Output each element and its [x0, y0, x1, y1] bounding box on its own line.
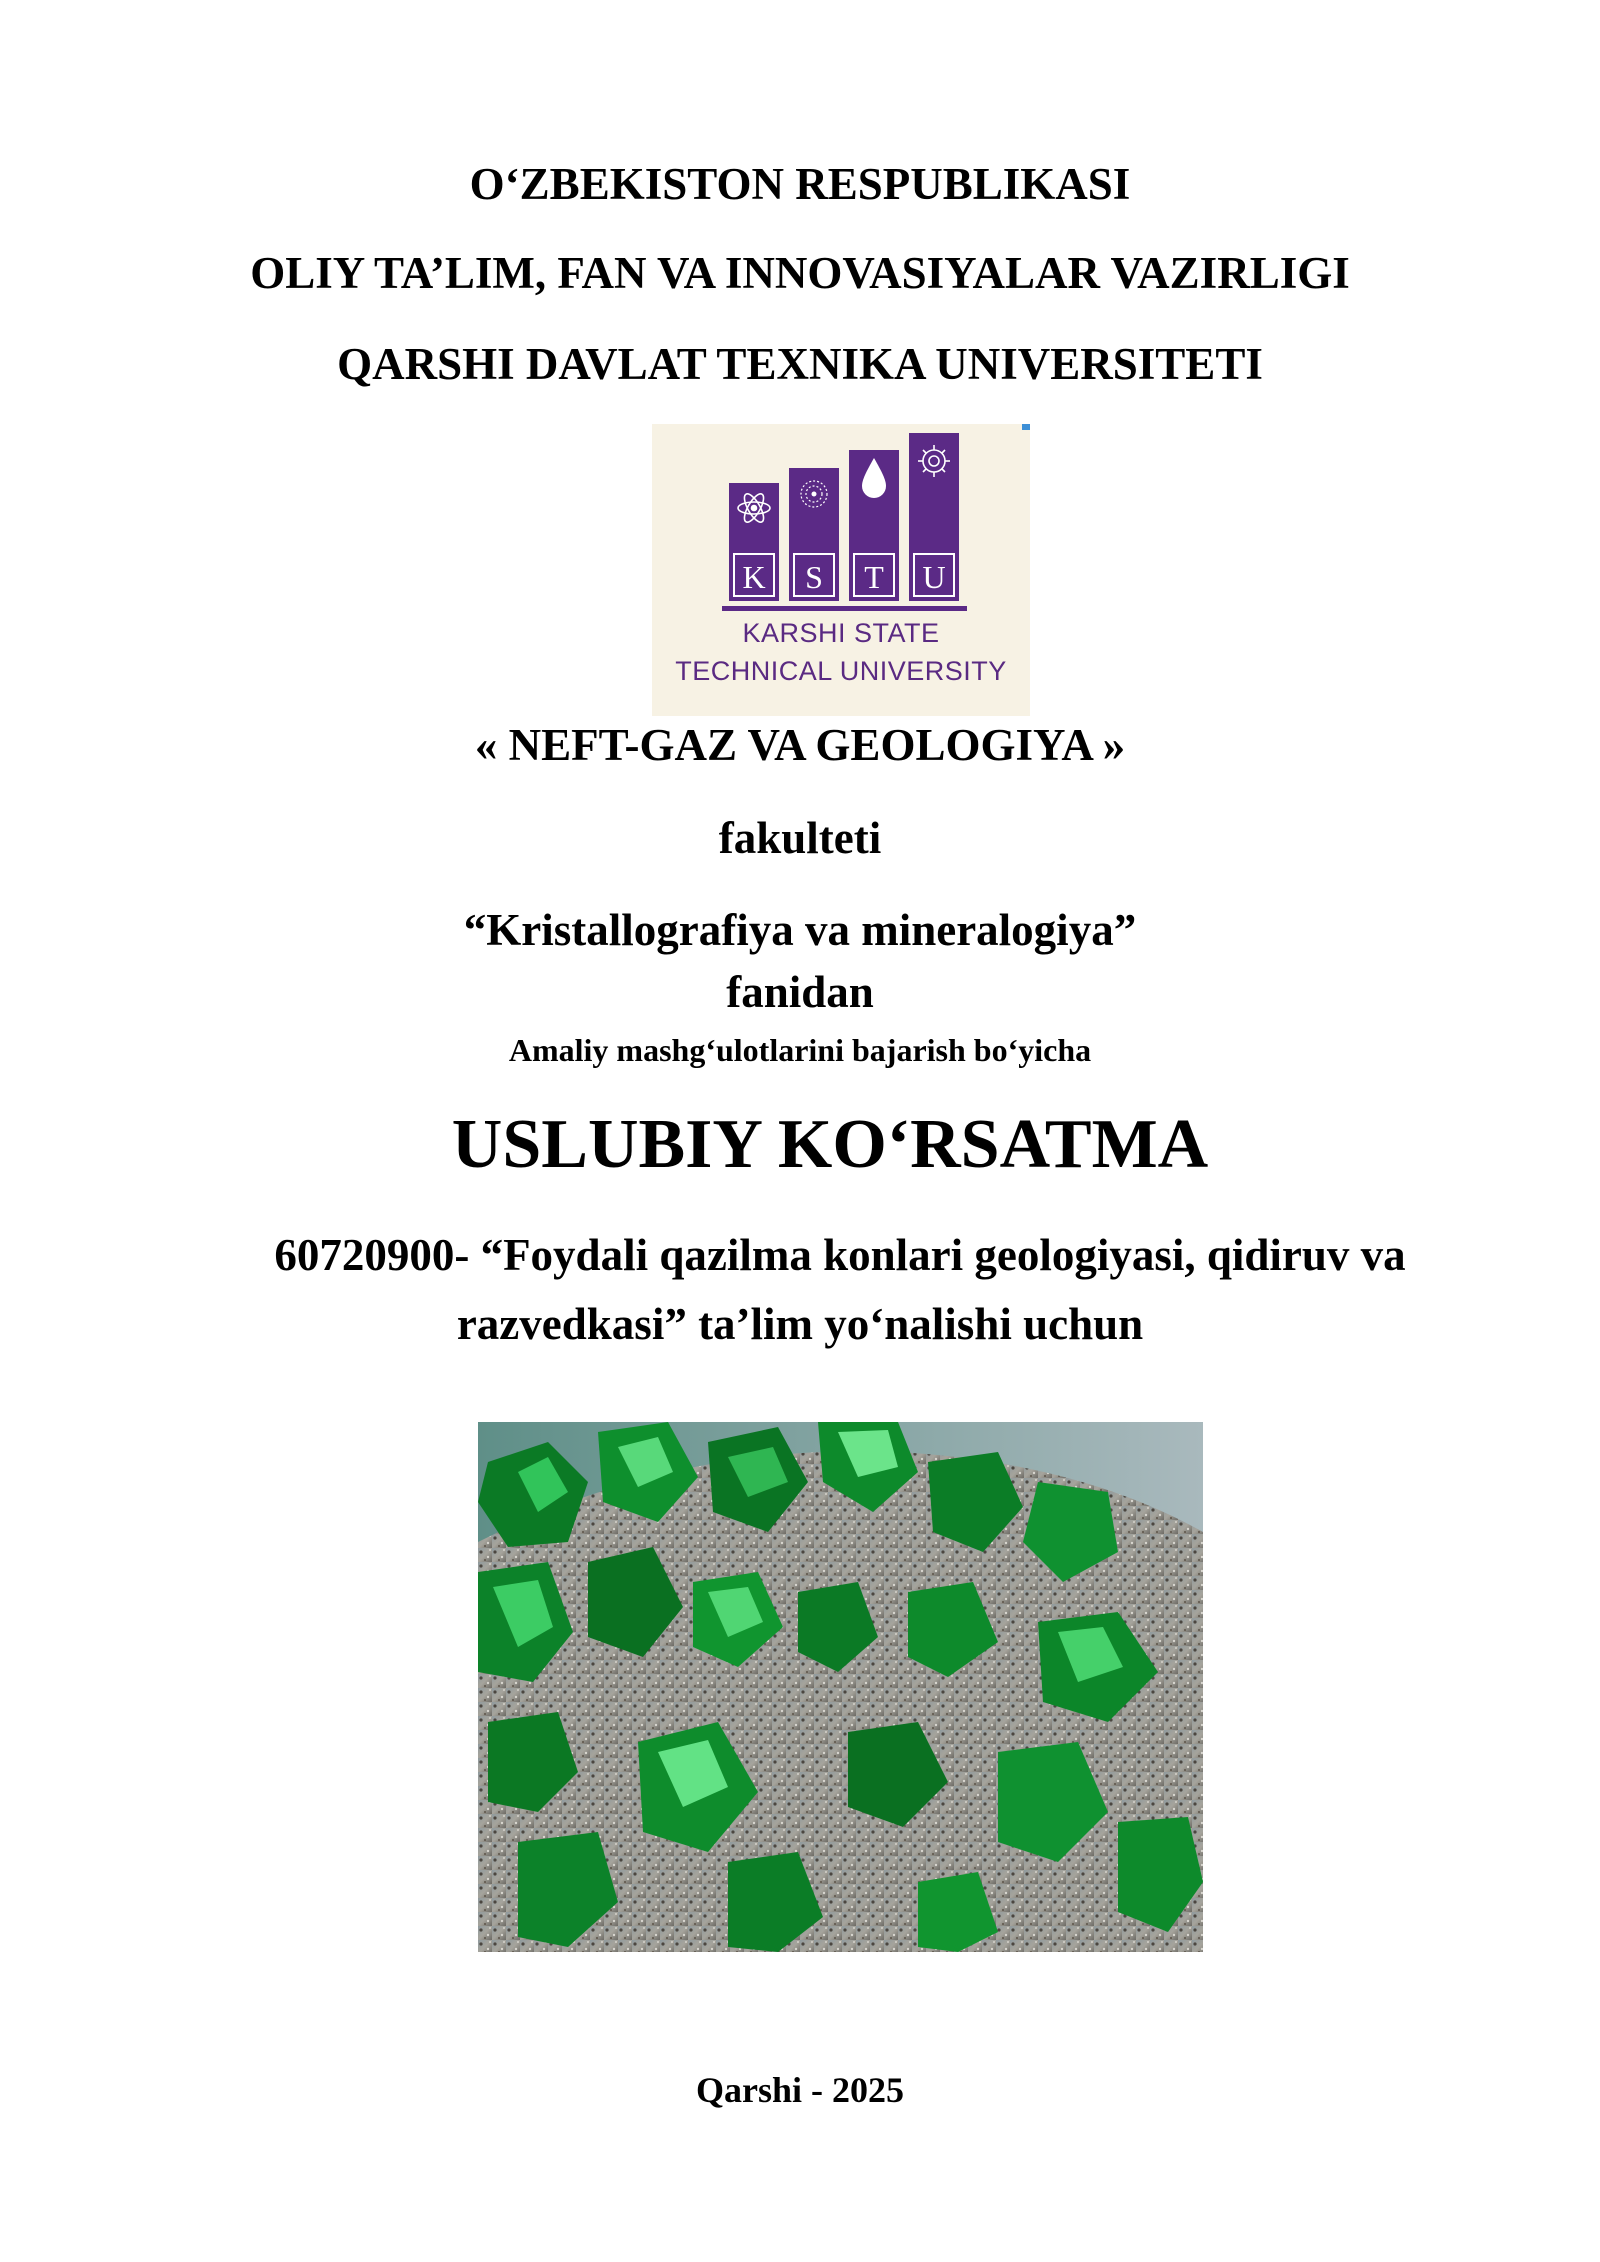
crystals-illustration — [478, 1422, 1203, 1952]
subject-suffix: fanidan — [726, 967, 874, 1017]
header-ministry: OLIY TA’LIM, FAN VA INNOVASIYALAR VAZIRLIGI — [250, 248, 1350, 298]
logo-letter-k: K — [742, 559, 766, 595]
subject-purpose: Amaliy mashg‘ulotlarini bajarish bo‘yicha — [508, 1032, 1092, 1068]
header-university: QARSHI DAVLAT TEXNIKA UNIVERSITETI — [337, 339, 1263, 389]
subject-title: “Kristallografiya va mineralogiya” — [463, 905, 1137, 955]
specialty-line1: 60720900- “Foydali qazilma konlari geologiyasi, qidiruv va — [274, 1230, 1406, 1280]
university-logo — [652, 424, 1030, 716]
faculty-word: fakulteti — [718, 813, 882, 863]
logo-base-line — [722, 606, 967, 611]
specialty-line2: razvedkasi” ta’lim yo‘nalishi uchun — [456, 1299, 1144, 1349]
faculty-name: « NEFT-GAZ VA GEOLOGIYA » — [474, 720, 1126, 770]
header-country: O‘ZBEKISTON RESPUBLIKASI — [469, 159, 1131, 209]
logo-letter-u: U — [922, 559, 946, 595]
document-type: USLUBIY KO‘RSATMA — [451, 1106, 1209, 1183]
logo-text-line2: TECHNICAL UNIVERSITY — [675, 656, 1007, 686]
green-crystals-photo — [478, 1422, 1203, 1952]
place-year: Qarshi - 2025 — [695, 2070, 904, 2110]
logo-letter-t: T — [864, 559, 884, 595]
logo-text-line1: KARSHI STATE — [742, 618, 940, 648]
logo-letter-s: S — [805, 559, 823, 595]
